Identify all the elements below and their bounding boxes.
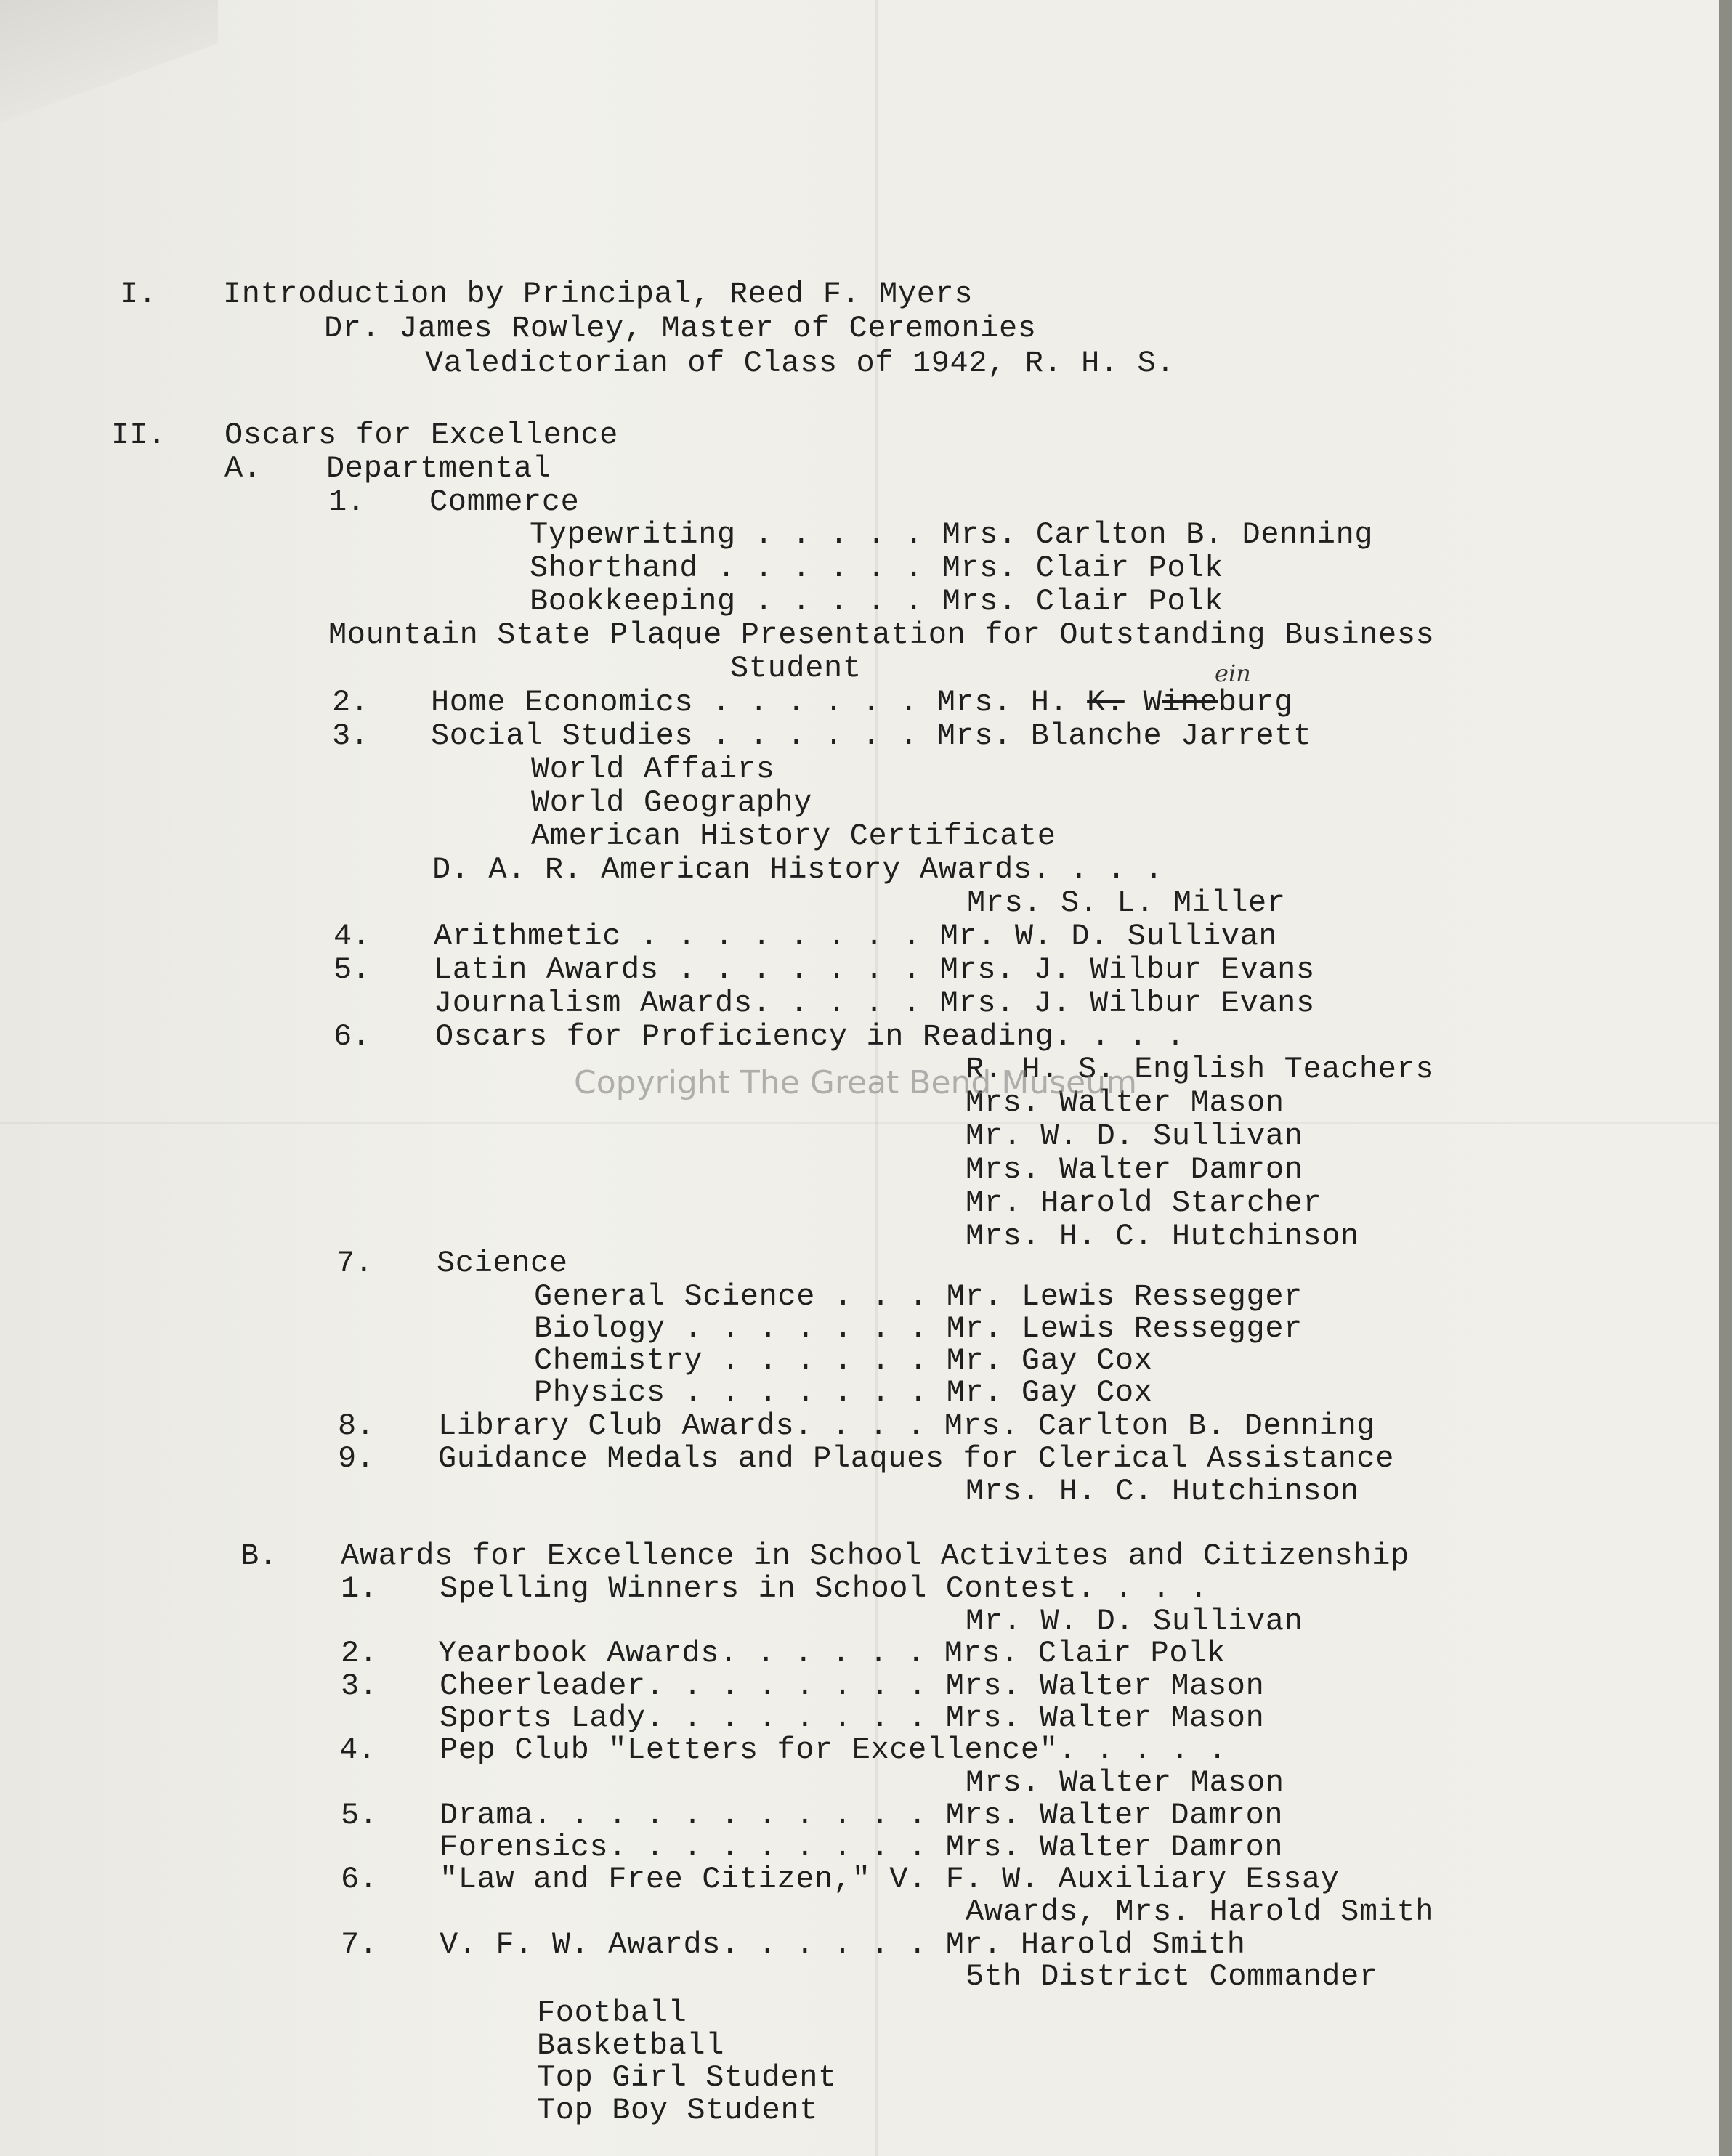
law-essay-number: 6. xyxy=(341,1862,378,1897)
commerce-title: Commerce xyxy=(429,485,580,519)
spelling-number: 1. xyxy=(341,1571,378,1606)
arithmetic-row: Arithmetic . . . . . . . . Mr. W. D. Sullivan xyxy=(434,919,1278,954)
chemistry-row: Chemistry . . . . . . Mr. Gay Cox xyxy=(534,1343,1153,1378)
pep-club-row: Pep Club "Letters for Excellence". . . . . xyxy=(440,1732,1227,1767)
forensics-row: Forensics. . . . . . . . . Mrs. Walter Damron xyxy=(440,1830,1284,1865)
law-essay-cont: Awards, Mrs. Harold Smith xyxy=(966,1894,1435,1929)
vfw-basketball: Basketball xyxy=(537,2028,725,2063)
world-geography: World Geography xyxy=(531,785,813,820)
spelling-name: Mr. W. D. Sullivan xyxy=(966,1604,1303,1639)
spelling-row: Spelling Winners in School Contest. . . . xyxy=(440,1571,1208,1606)
cheerleader-number: 3. xyxy=(341,1669,378,1703)
journalism-row: Journalism Awards. . . . . Mrs. J. Wilbur Evans xyxy=(434,986,1315,1021)
pep-club-name: Mrs. Walter Mason xyxy=(966,1765,1284,1800)
home-ec-number: 2. xyxy=(332,685,369,720)
vfw-number: 7. xyxy=(341,1927,378,1962)
subsection-a-letter: A. xyxy=(224,451,262,486)
library-row: Library Club Awards. . . . Mrs. Carlton B. Denning xyxy=(438,1409,1376,1443)
vfw-top-girl: Top Girl Student xyxy=(537,2060,837,2095)
surname-w: W xyxy=(1143,685,1162,720)
subsection-b-title: Awards for Excellence in School Activites and Citizenship xyxy=(341,1539,1409,1573)
vfw-cont: 5th District Commander xyxy=(966,1959,1378,1994)
surname-ending: burg xyxy=(1218,685,1294,720)
home-ec-row xyxy=(431,686,1293,719)
intro-line: Introduction by Principal, Reed F. Myers xyxy=(223,277,974,312)
home-ec-text: Home Economics . . . . . . Mrs. H. xyxy=(431,685,1069,720)
handwritten-correction: ein xyxy=(1215,660,1251,687)
dar-awards-name: Mrs. S. L. Miller xyxy=(967,885,1286,920)
pep-club-number: 4. xyxy=(339,1732,376,1767)
section-2-numeral: II. xyxy=(111,418,166,453)
plaque-line-2: Student xyxy=(730,651,862,686)
social-studies-number: 3. xyxy=(332,718,369,753)
subsection-a-title: Departmental xyxy=(326,451,551,486)
science-number: 7. xyxy=(336,1246,373,1281)
latin-number: 5. xyxy=(333,952,371,987)
reading-name-4: Mrs. Walter Damron xyxy=(966,1152,1303,1187)
vfw-top-boy: Top Boy Student xyxy=(537,2093,819,2128)
reading-name-3: Mr. W. D. Sullivan xyxy=(966,1119,1303,1154)
reading-row: Oscars for Proficiency in Reading. . . . xyxy=(435,1019,1186,1054)
section-1-numeral: I. xyxy=(120,277,157,312)
bookkeeping-row: Bookkeeping . . . . . Mrs. Clair Polk xyxy=(530,584,1223,619)
physics-row: Physics . . . . . . . Mr. Gay Cox xyxy=(534,1375,1153,1410)
yearbook-number: 2. xyxy=(341,1636,378,1671)
typewriting-row: Typewriting . . . . . Mrs. Carlton B. Denning xyxy=(530,517,1374,552)
drama-number: 5. xyxy=(341,1798,378,1833)
reading-name-6: Mrs. H. C. Hutchinson xyxy=(966,1219,1359,1254)
latin-row: Latin Awards . . . . . . . Mrs. J. Wilbur Evans xyxy=(434,952,1315,987)
commerce-number: 1. xyxy=(328,485,365,519)
guidance-row: Guidance Medals and Plaques for Clerical Assistance xyxy=(438,1441,1395,1476)
sports-lady-row: Sports Lady. . . . . . . . Mrs. Walter Mason xyxy=(440,1701,1265,1735)
yearbook-row: Yearbook Awards. . . . . . Mrs. Clair Polk xyxy=(438,1636,1226,1671)
world-affairs: World Affairs xyxy=(531,752,775,787)
vfw-row: V. F. W. Awards. . . . . . Mr. Harold Smith xyxy=(440,1927,1246,1962)
subsection-b-letter: B. xyxy=(240,1539,278,1573)
struck-letters: ine xyxy=(1162,685,1218,720)
arithmetic-number: 4. xyxy=(333,919,371,954)
section-2-title: Oscars for Excellence xyxy=(224,418,618,453)
plaque-line-1: Mountain State Plaque Presentation for Outstanding Business xyxy=(328,617,1435,652)
science-title: Science xyxy=(437,1246,568,1281)
social-studies-row: Social Studies . . . . . . Mrs. Blanche Jarrett xyxy=(431,718,1312,753)
biology-row: Biology . . . . . . . Mr. Lewis Ressegger xyxy=(534,1311,1303,1346)
library-number: 8. xyxy=(338,1409,375,1443)
american-history-certificate: American History Certificate xyxy=(531,819,1056,854)
vfw-football: Football xyxy=(537,1995,687,2030)
cheerleader-row: Cheerleader. . . . . . . . Mrs. Walter Mason xyxy=(440,1669,1265,1703)
struck-initial: K. xyxy=(1087,685,1125,720)
copyright-watermark: Copyright The Great Bend Museum xyxy=(574,1064,1137,1101)
guidance-number: 9. xyxy=(338,1441,375,1476)
guidance-name: Mrs. H. C. Hutchinson xyxy=(966,1474,1359,1509)
reading-name-1: R. H. S. English Teachers xyxy=(966,1052,1435,1087)
shorthand-row: Shorthand . . . . . . Mrs. Clair Polk xyxy=(530,551,1223,585)
master-of-ceremonies-line: Dr. James Rowley, Master of Ceremonies xyxy=(324,311,1037,346)
reading-name-2: Mrs. Walter Mason xyxy=(966,1085,1284,1120)
general-science-row: General Science . . . Mr. Lewis Ressegger xyxy=(534,1279,1303,1314)
reading-name-5: Mr. Harold Starcher xyxy=(966,1186,1322,1220)
valedictorian-line: Valedictorian of Class of 1942, R. H. S. xyxy=(425,346,1175,381)
dar-awards-row: D. A. R. American History Awards. . . . xyxy=(432,852,1164,887)
reading-number: 6. xyxy=(333,1019,371,1054)
drama-row: Drama. . . . . . . . . . . Mrs. Walter Damron xyxy=(440,1798,1284,1833)
law-essay-row: "Law and Free Citizen," V. F. W. Auxiliary Essay xyxy=(440,1862,1340,1897)
